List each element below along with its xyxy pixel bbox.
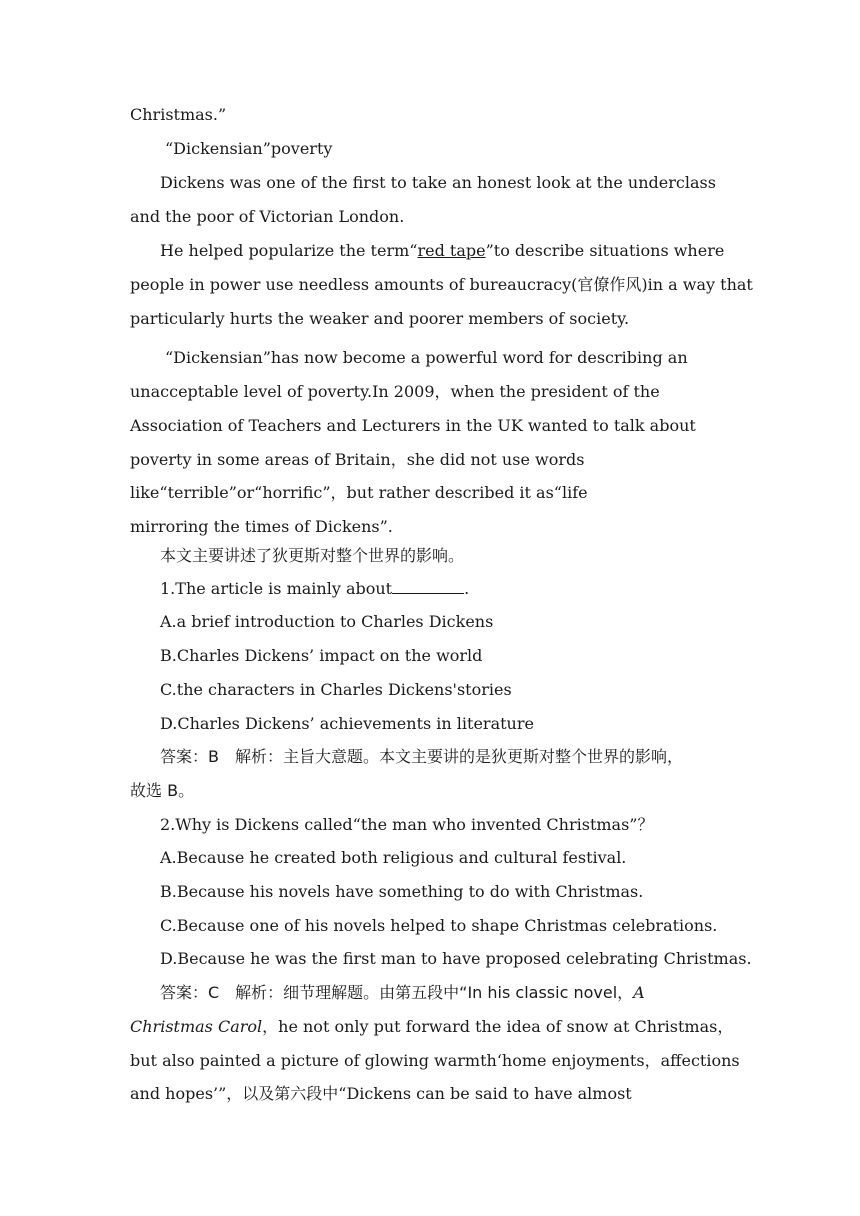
text-span: 答案：C 解析：细节理解题。由第五段中“In his classic novel， [160, 983, 634, 1002]
text-line: like“terrible”or“horrific”，but rather described it as“life [130, 483, 588, 502]
text-line: poverty in some areas of Britain，she did not use words [130, 450, 585, 469]
book-title: A [633, 983, 645, 1002]
question-2: 2.Why is Dickens called“the man who invented Christmas”？ [160, 815, 654, 834]
section-heading: “Dickensian”poverty [165, 139, 333, 158]
text-line: and the poor of Victorian London. [130, 207, 405, 226]
question-end: . [464, 579, 470, 598]
option-a: A.Because he created both religious and cultural festival. [160, 848, 627, 867]
text-line: people in power use needless amounts of bureaucracy(官僚作风)in a way that [130, 275, 753, 294]
answer-line [160, 980, 730, 1006]
text-line: Christmas.” [130, 105, 227, 124]
option-d: D.Because he was the first man to have proposed celebrating Christmas. [160, 949, 752, 968]
option-d: D.Charles Dickens’ achievements in literature [160, 714, 534, 733]
answer-line: and hopes’”，以及第六段中“Dickens can be said to have almost [130, 1084, 632, 1103]
summary-line: 本文主要讲述了狄更斯对整个世界的影响。 [160, 546, 465, 565]
answer-line: 故选 B。 [130, 781, 195, 800]
option-b: B.Because his novels have something to do with Christmas. [160, 882, 644, 901]
answer-line [130, 1014, 734, 1040]
answer-blank [392, 579, 464, 594]
text-span: ，he not only put forward the idea of snow at Christmas， [262, 1017, 734, 1036]
text-span: He helped popularize the term“ [160, 241, 418, 260]
option-b: B.Charles Dickens’ impact on the world [160, 646, 483, 665]
text-line: particularly hurts the weaker and poorer members of society. [130, 309, 630, 328]
answer-line: but also painted a picture of glowing warmth‘home enjoyments，affections [130, 1051, 740, 1070]
question-text: 1.The article is mainly about [160, 579, 393, 598]
option-c: C.the characters in Charles Dickens'stories [160, 680, 512, 699]
text-line: “Dickensian”has now become a powerful word for describing an [165, 348, 688, 367]
option-a: A.a brief introduction to Charles Dickens [160, 612, 494, 631]
text-line: unacceptable level of poverty.In 2009，when the president of the [130, 382, 660, 401]
option-c: C.Because one of his novels helped to shape Christmas celebrations. [160, 916, 718, 935]
text-line [160, 238, 730, 264]
text-line: Association of Teachers and Lecturers in the UK wanted to talk about [130, 416, 696, 435]
text-line: mirroring the times of Dickens”. [130, 517, 393, 536]
book-title: Christmas Carol [130, 1017, 263, 1036]
text-line: Dickens was one of the first to take an honest look at the underclass [160, 173, 716, 192]
question-1 [160, 576, 730, 602]
answer-line: 答案：B 解析：主旨大意题。本文主要讲的是狄更斯对整个世界的影响， [160, 747, 683, 766]
text-span: ”to describe situations where [485, 241, 725, 260]
underlined-term: red tape [417, 241, 486, 260]
